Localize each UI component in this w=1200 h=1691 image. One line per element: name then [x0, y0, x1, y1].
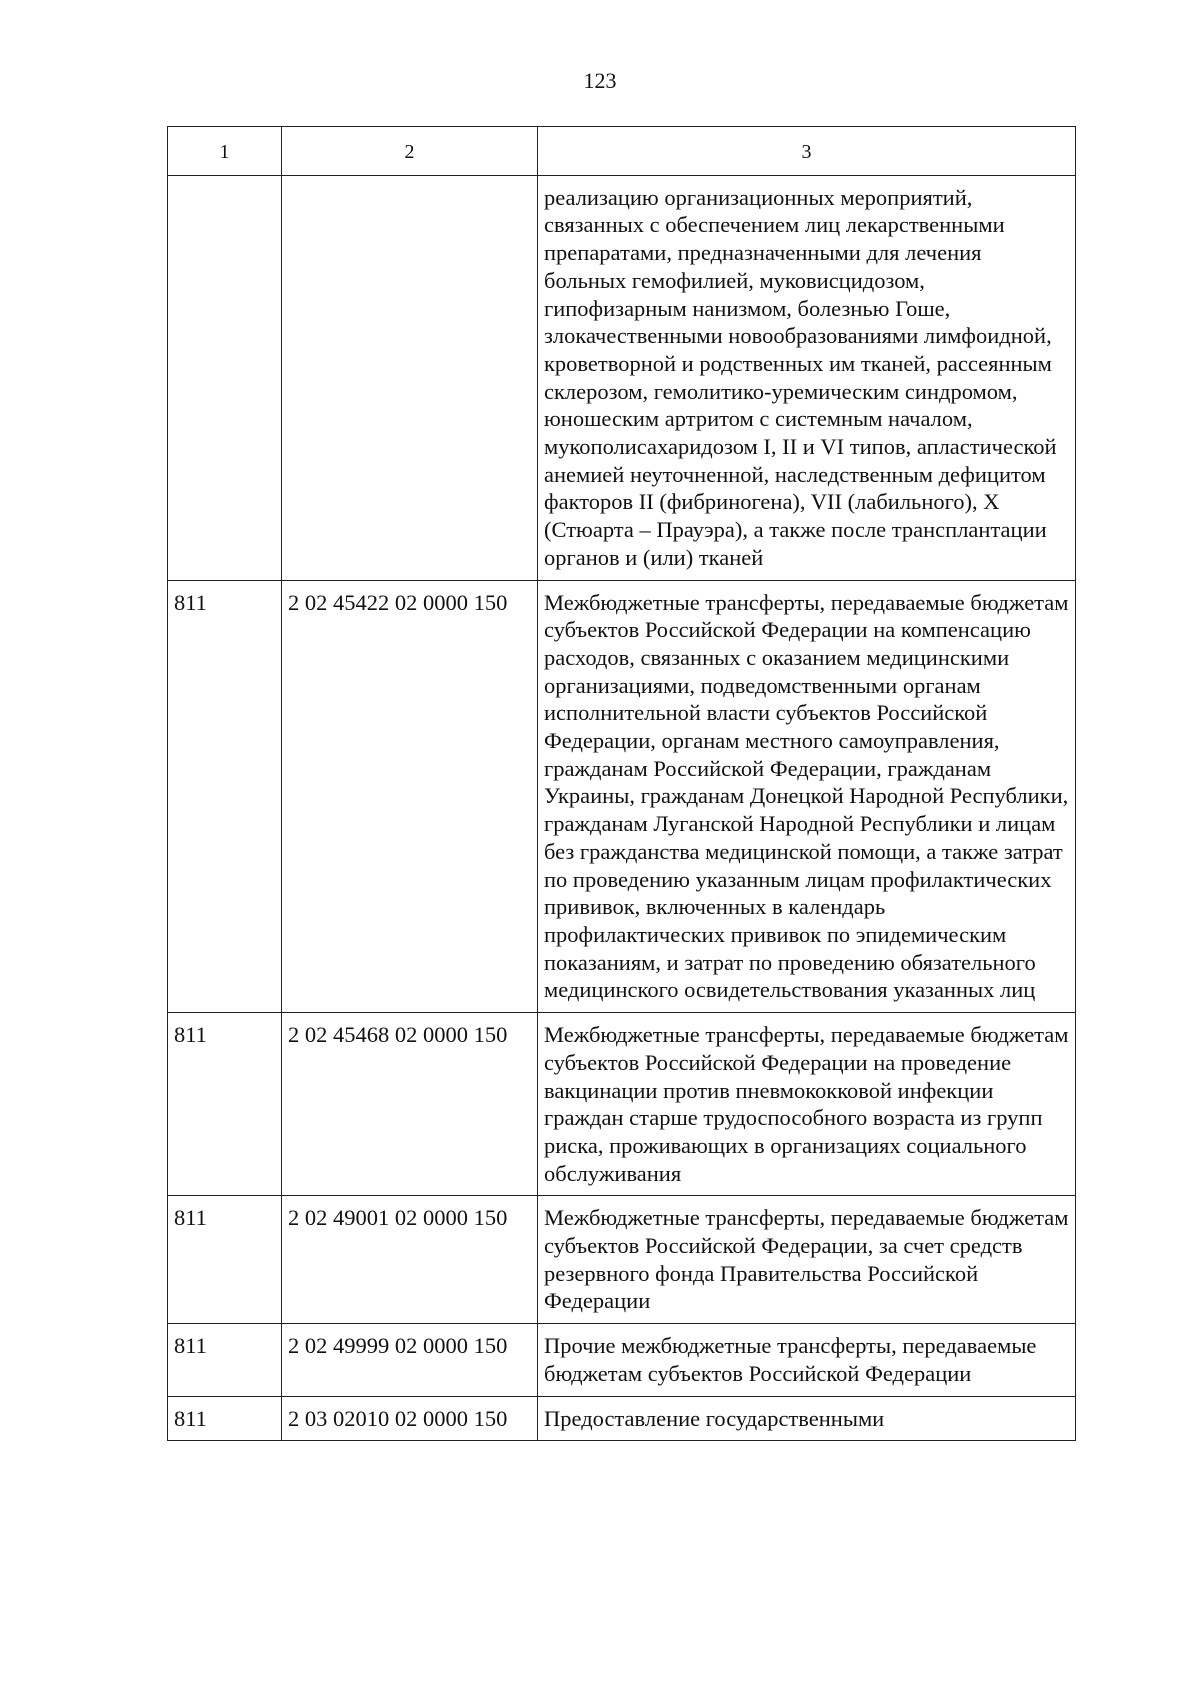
description-cell: Межбюджетные трансферты, передаваемые бюджетам субъектов Российской Федерации на компенсацию расходов, связанных с оказанием медицинскими организациями, подведомственными органам исполнительной власти субъектов Российской Федерации, органам местного самоуправления, гражданам Российской Федерации, гражданам Украины, гражданам Донецкой Народной Республики, гражданам Луганской Народной Республики и лицам без гражданства медицинской помощи, а также затрат по проведению указанным лицам профилактических прививок, включенных в календарь профилактических прививок по эпидемическим показаниям, и затрат по проведению обязательного медицинского освидетельствования указанных лиц: [538, 580, 1076, 1013]
column-header-2: 2: [282, 127, 538, 176]
admin-code-cell: 811: [168, 1324, 282, 1396]
admin-code-cell: 811: [168, 1013, 282, 1196]
budget-code-cell: [282, 175, 538, 580]
table-row: [168, 1324, 1076, 1396]
description-cell: Межбюджетные трансферты, передаваемые бюджетам субъектов Российской Федерации на проведение вакцинации против пневмококковой инфекции граждан старше трудоспособного возраста из групп риска, проживающих в организациях социального обслуживания: [538, 1013, 1076, 1196]
table-row: [168, 580, 1076, 1013]
description-cell: Предоставление государственными: [538, 1396, 1076, 1441]
budget-code-cell: 2 03 02010 02 0000 150: [282, 1396, 538, 1441]
budget-code-cell: 2 02 45422 02 0000 150: [282, 580, 538, 1013]
admin-code-cell: [168, 175, 282, 580]
budget-code-cell: 2 02 49001 02 0000 150: [282, 1196, 538, 1324]
column-header-1: 1: [168, 127, 282, 176]
page-number: 123: [583, 68, 617, 93]
column-header-3: 3: [538, 127, 1076, 176]
table-row: [168, 1396, 1076, 1441]
description-cell: реализацию организационных мероприятий, связанных с обеспечением лиц лекарственными препаратами, предназначенными для лечения больных гемофилией, муковисцидозом, гипофизарным нанизмом, болезнью Гоше, злокачественными новообразованиями лимфоидной, кроветворной и родственных им тканей, рассеянным склерозом, гемолитико-уремическим синдромом, юношеским артритом с системным началом, мукополисахаридозом I, II и VI типов, апластической анемией неуточненной, наследственным дефицитом факторов II (фибриногена), VII (лабильного), X (Стюарта – Прауэра), а также после трансплантации органов и (или) тканей: [538, 175, 1076, 580]
description-cell: Прочие межбюджетные трансферты, передаваемые бюджетам субъектов Российской Федерации: [538, 1324, 1076, 1396]
description-cell: Межбюджетные трансферты, передаваемые бюджетам субъектов Российской Федерации, за счет средств резервного фонда Правительства Российской Федерации: [538, 1196, 1076, 1324]
budget-code-cell: 2 02 49999 02 0000 150: [282, 1324, 538, 1396]
admin-code-cell: 811: [168, 580, 282, 1013]
table-row: [168, 175, 1076, 580]
admin-code-cell: 811: [168, 1196, 282, 1324]
budget-code-cell: 2 02 45468 02 0000 150: [282, 1013, 538, 1196]
budget-codes-table: [167, 126, 1076, 1441]
admin-code-cell: 811: [168, 1396, 282, 1441]
table-row: [168, 1196, 1076, 1324]
table-header-row: [168, 127, 1076, 176]
table-row: [168, 1013, 1076, 1196]
